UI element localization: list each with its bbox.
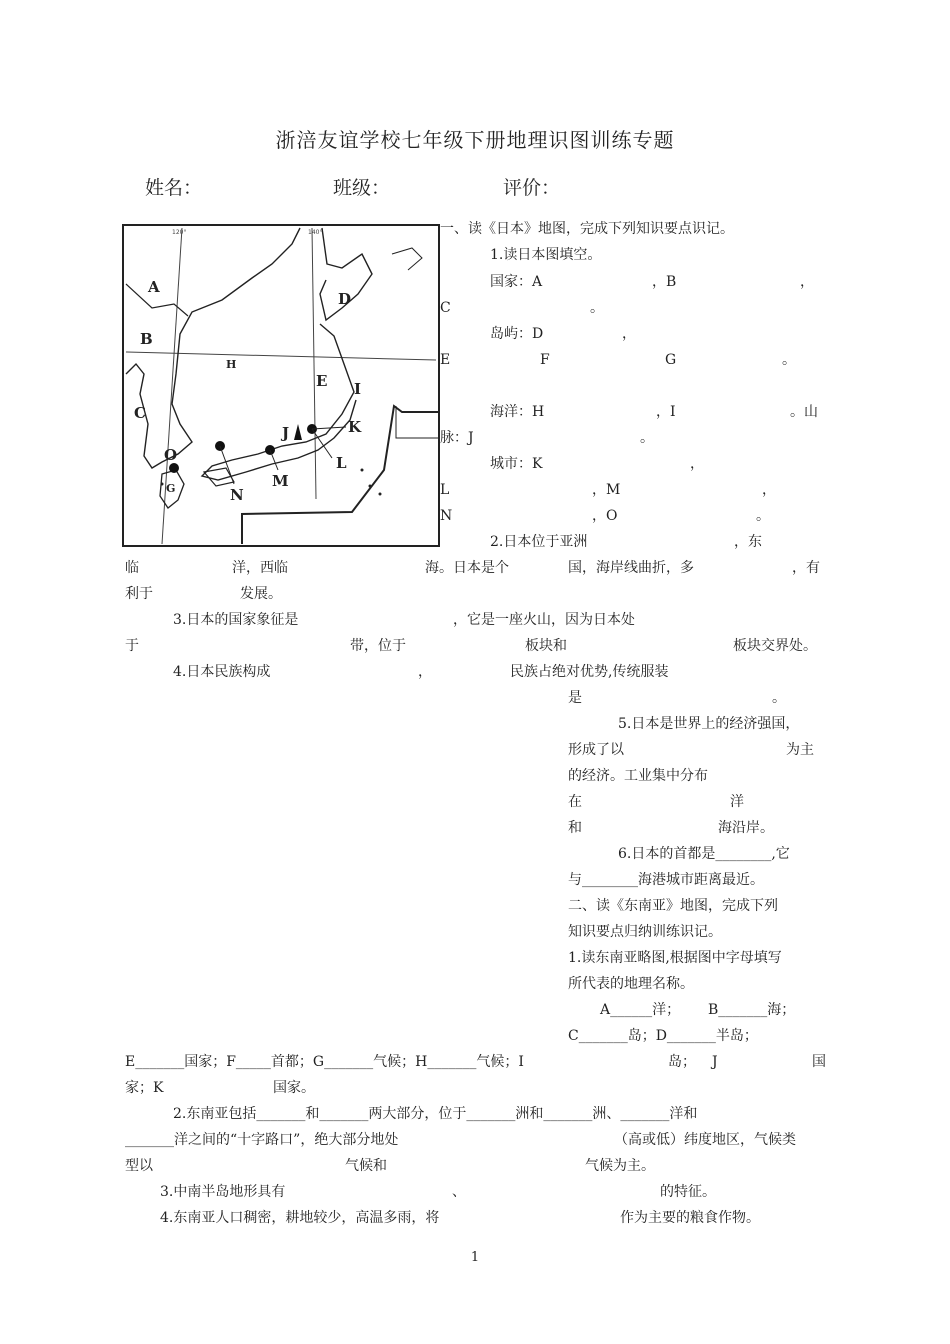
q1-f: F [540, 352, 550, 368]
svg-text:I: I [354, 380, 362, 398]
q1-l: L [440, 482, 450, 498]
svg-text:E: E [316, 372, 328, 390]
svg-text:K: K [348, 418, 362, 436]
svg-text:C: C [134, 404, 146, 422]
svg-text:M: M [272, 472, 289, 490]
q2-japan-is: 海。日本是个 [425, 560, 509, 576]
q2-start: 2.日本位于亚洲 [490, 534, 588, 550]
svg-text:O: O [164, 446, 178, 464]
q4-end: 。 [772, 690, 786, 706]
q1-mountain-end: 。 [640, 430, 654, 446]
svg-text:B: B [140, 330, 153, 348]
q2-west: 洋，西临 [232, 560, 288, 576]
q2-coast: 国，海岸线曲折，多 [568, 560, 694, 576]
name-label: 姓名： [145, 177, 203, 199]
s2-q1-guo: 国 [812, 1054, 826, 1070]
section-2-heading-cont: 知识要点归纳训练识记。 [568, 924, 722, 940]
svg-text:N: N [230, 486, 244, 504]
s2-q1-island: 岛； [668, 1054, 696, 1070]
q1-g-end: 。 [782, 352, 796, 368]
q1-ocean-h: 海洋：H [490, 404, 545, 420]
q1-city-comma: ， [690, 456, 704, 472]
q1-mountain-j: 脉：J [440, 430, 474, 446]
section-1-heading: 一、读《日本》地图，完成下列知识要点识记。 [440, 221, 734, 237]
s2-q1-b: B_______海； [708, 1002, 796, 1018]
q1-o-end: 。 [756, 508, 770, 524]
q1-country-a: 国家：A [490, 274, 543, 290]
s2-q3: 3.中南半岛地形具有 [160, 1184, 286, 1200]
s2-q1-efghi: E_______国家；F_____首都；G_______气候；H_______气候；I [125, 1054, 524, 1070]
q5-he: 和 [568, 820, 582, 836]
q2-east: ，东 [734, 534, 762, 550]
q5-sea: 海沿岸。 [718, 820, 774, 836]
q2-develop: 发展。 [240, 586, 282, 602]
s2-q1: 1.读东南亚略图,根据图中字母填写 [568, 950, 782, 966]
s2-q2-climate-b: 气候为主。 [585, 1158, 655, 1174]
q5-economy: 的经济。工业集中分布 [568, 768, 708, 784]
s2-q1-cd: C_______岛；D_______半岛； [568, 1028, 758, 1044]
s2-q3-end: 的特征。 [660, 1184, 716, 1200]
s2-q3-sep: 、 [452, 1184, 466, 1200]
q1-island-d: 岛屿：D [490, 326, 544, 342]
q5-form: 形成了以 [568, 742, 624, 758]
svg-text:D: D [338, 290, 352, 308]
q1-n: N [440, 508, 453, 524]
s2-q2: 2.东南亚包括_______和_______两大部分，位于_______洲和_______洲、_______洋和 [173, 1106, 698, 1122]
q4-start: 4.日本民族构成 [173, 664, 271, 680]
q6-start: 6.日本的首都是________,它 [618, 846, 790, 862]
page-title: 浙涪友谊学校七年级下册地理识图训练专题 [275, 128, 675, 152]
q3-belt: 带，位于 [350, 638, 406, 654]
q3-plate-b: 板块交界处。 [733, 638, 817, 654]
q5-start: 5.日本是世界上的经济强国， [618, 716, 800, 732]
q5-ocean: 洋 [730, 794, 744, 810]
q4-comma: ， [418, 664, 432, 680]
svg-text:140°: 140° [308, 229, 323, 236]
svg-text:120°: 120° [172, 229, 187, 236]
q2-lin: 临 [125, 560, 139, 576]
s2-q1-k: 家；K [125, 1080, 164, 1096]
q2-have: ，有 [792, 560, 820, 576]
q3-yu: 于 [125, 638, 139, 654]
q1-country-b: ，B [652, 274, 677, 290]
grade-label: 评价： [503, 177, 561, 199]
q1-c: C [440, 300, 451, 316]
svg-text:L: L [336, 454, 347, 472]
s2-q2-cont: _______洋之间的“十字路口”，绝大部分地处 [125, 1132, 399, 1148]
q5-main: 为主 [786, 742, 814, 758]
q1-m-comma: ， [762, 482, 776, 498]
q1-c-end: 。 [590, 300, 604, 316]
q2-benefit: 利于 [125, 586, 153, 602]
q1-mountain: 。山 [790, 404, 818, 420]
s2-q1-k-end: 国家。 [273, 1080, 315, 1096]
s2-q2-type: 型以 [125, 1158, 153, 1174]
svg-text:A: A [148, 278, 160, 296]
q1-city-k: 城市：K [490, 456, 543, 472]
svg-text:J: J [282, 424, 290, 442]
japan-map [122, 224, 440, 547]
svg-text:G: G [166, 482, 176, 495]
q3-volcano: ，它是一座火山，因为日本处 [453, 612, 635, 628]
s2-q4: 4.东南亚人口稠密，耕地较少，高温多雨，将 [160, 1210, 440, 1226]
q1-1: 1.读日本图填空。 [490, 247, 602, 263]
q1-island-comma: ， [622, 326, 636, 342]
page-number: 1 [470, 1250, 480, 1265]
q6-end: 与________海港城市距离最近。 [568, 872, 764, 888]
s2-q4-end: 作为主要的粮食作物。 [620, 1210, 760, 1226]
s2-q1-cont: 所代表的地理名称。 [568, 976, 694, 992]
s2-q2-latitude: （高或低）纬度地区，气候类 [614, 1132, 796, 1148]
s2-q2-climate-a: 气候和 [345, 1158, 387, 1174]
class-label: 班级： [333, 177, 391, 199]
q3-start: 3.日本的国家象征是 [173, 612, 299, 628]
svg-text:H: H [226, 358, 237, 371]
q4-ethnic: 民族占绝对优势,传统服装 [510, 664, 669, 680]
q1-e: E [440, 352, 451, 368]
q1-m: ，M [592, 482, 621, 498]
q4-shi: 是 [568, 690, 582, 706]
q5-zai: 在 [568, 794, 582, 810]
q1-o: ，O [592, 508, 618, 524]
s2-q1-j: J [712, 1054, 718, 1070]
s2-q1-a: A______洋； [600, 1002, 681, 1018]
q1-ocean-i: ，I [656, 404, 676, 420]
q1-comma: ， [800, 274, 814, 290]
q1-g: G [665, 352, 677, 368]
section-2-heading: 二、读《东南亚》地图，完成下列 [568, 898, 778, 914]
q3-plate-a: 板块和 [525, 638, 567, 654]
